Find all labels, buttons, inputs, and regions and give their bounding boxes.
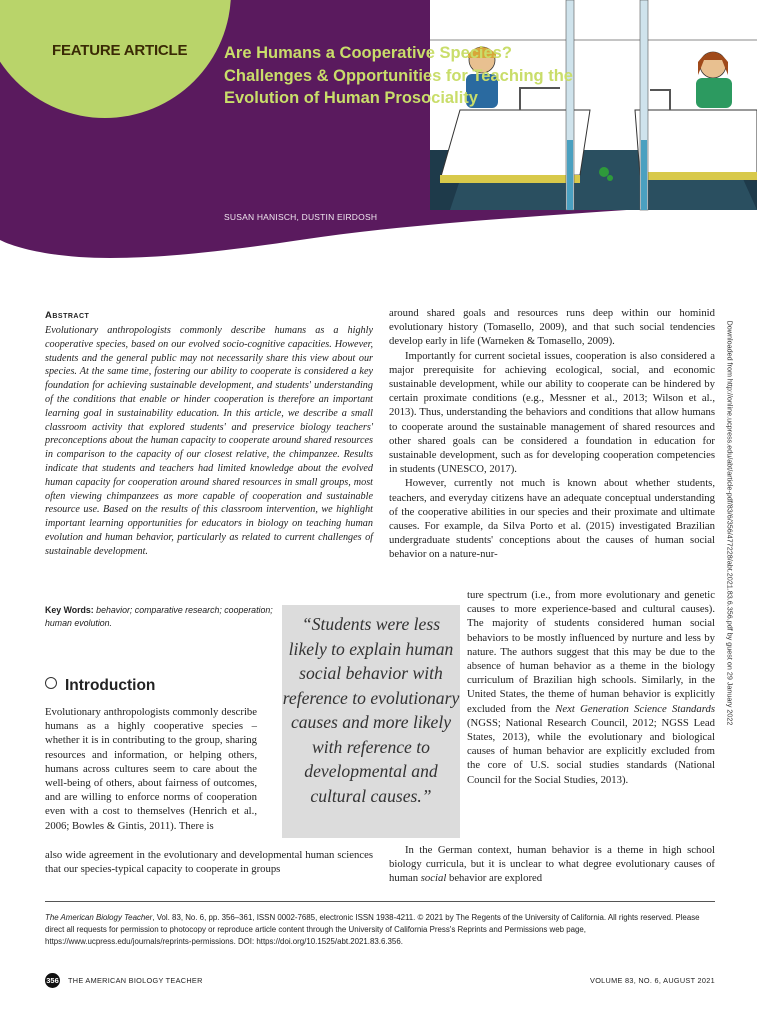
keywords: [45, 604, 275, 629]
introduction-paragraph: Evolutionary anthropologists commonly describe humans as a highly cooperative species – whether it is in contributing to the group, sharing resources and information, or helping others, humans across cultures seem to care about the well-being of others, about fairness of outcomes, and are willing to enforce norms of cooperation even with a cost to themselves (Henrich et al., 2006; Bowles & Gintis, 2011). There is: [45, 706, 257, 832]
running-footer-journal: THE AMERICAN BIOLOGY TEACHER: [68, 976, 203, 985]
journal-reference-title: The American Biology Teacher: [45, 913, 153, 922]
article-title: Are Humans a Cooperative Species? Challenges & Opportunities for Teaching the Evolution of Human Prosociality: [224, 44, 573, 107]
body-text: behavior are explored: [446, 872, 543, 885]
body-text-emphasis: Next Generation Science Standards: [555, 702, 715, 715]
right-column-wrapped: [467, 588, 715, 787]
introduction-heading-text: Introduction: [65, 677, 156, 694]
body-text-emphasis: social: [420, 872, 447, 885]
body-text: ture spectrum (i.e., from more evolutionary and genetic causes to more experience-based and cultural causes). The majority of students considered human social behaviors to be mostly influenced by nurture and less by nature. The authors suggest that this may be due to the absence of human behavior as a theme in the biology curriculum of Brazilian high schools. Similarly, in the United States, the theme of human behavior is explicitly excluded from the: [467, 589, 715, 715]
keywords-label: Key Words:: [45, 605, 94, 615]
body-paragraph: around shared goals and resources runs deep within our hominid evolutionary history (Tomasello, 2009), and that such social tendencies develop early in life (Warneken & Tomasello, 2009).: [389, 307, 715, 348]
body-text: In the German context, human behavior is a theme in high school biology curricula, but it is unclear to what degree evolutionary causes of human: [389, 844, 715, 885]
running-footer-issue: VOLUME 83, NO. 6, AUGUST 2021: [590, 976, 715, 985]
body-paragraph: However, currently not much is known about whether students, teachers, and everyday citizens have an adequate conceptual understanding of the cooperative abilities in our species and their proximate and ultimate causes. For example, da Silva Porto et al. (2015) investigated Brazilian undergraduate students' conceptions about the causes of human social behavior on a nature-nur-: [389, 477, 715, 561]
right-column-bottom: [389, 843, 715, 886]
abstract-heading: Abstract: [45, 310, 90, 321]
right-column-top: [389, 306, 715, 562]
pull-quote-text: “Students were less likely to explain human social behavior with reference to evolutionary causes and more likely with reference to developmental and cultural causes.”: [282, 614, 460, 806]
citation-text: , Vol. 83, No. 6, pp. 356–361, ISSN 0002-7685, electronic ISSN 1938-4211. © 2021 by The Regents of the University of California. All rights reserved. Please direct all requests for permission to photocopy or reproduce article content through the University of California Press's Reprints and Permissions web page, https://www.ucpress.edu/journals/reprints-permissions. DOI: https://doi.org/10.1525/abt.2021.83.6.356.: [45, 913, 700, 946]
abstract-text: Evolutionary anthropologists commonly describe humans as a highly cooperative species, based on our evolved socio-cognitive capacities. However, students and the general public may not necessarily share this view about our species. At the same time, fostering our ability to cooperate is considered a key foundation for achieving sustainable development, and students' understanding of the conditions that enable or hinder cooperation is therefore an important learning goal in sustainability education. In this article, we describe a small classroom activity that explored students' and preservice biology teachers' preconceptions about the human capacity to cooperate around shared resources in comparison to the capacity of our closest relative, the chimpanzee. Results indicate that students and teachers had limited knowledge about the evolved human capacity for cooperation around shared resources in small groups, most often viewing chimpanzees as more capable of cooperation and sustainable resource use. Based on the results of this classroom intervention, we highlight important learning opportunities for educators in biology on teaching human evolution and human behavior, particularly as related to current challenges of sustainable development.: [45, 325, 373, 557]
keywords-terms: behavior; comparative research; cooperation; human evolution.: [45, 605, 273, 628]
author-line: SUSAN HANISCH, DUSTIN EIRDOSH: [224, 212, 378, 222]
section-bullet-icon: [45, 677, 57, 689]
download-note-text: Downloaded from http://online.ucpress.edu/abt/article-pdf/83/6/356/477228/abt.2021.83.6.356.pdf by guest on 29 January 2022: [725, 320, 735, 726]
introduction-heading: [45, 677, 155, 695]
body-text: (NGSS; National Research Council, 2012; NGSS Lead States, 2013), while the evolutionary and biological causes of human behavior are explicitly excluded from the core of U.S. social studies standards (National Council for the Social Studies, 2013).: [467, 716, 715, 786]
download-note: [722, 283, 738, 763]
footer-divider: [45, 901, 715, 902]
feature-article-label: FEATURE ARTICLE: [52, 42, 188, 59]
body-paragraph: Importantly for current societal issues, cooperation is also considered a major prerequisite for achieving ecological, social, and economic sustainable development, while our ability to cooperate can be hindered by certain proximate conditions (e.g., Messner et al., 2013; Wilson et al., 2013). Thus, understanding the behaviors and conditions that allow humans to cooperate around the sustainable management of shared resources and other shared goals can be considered a foundation in education for sustainable development, such as for developing cooperation competencies in students (UNESCO, 2017).: [389, 349, 715, 476]
introduction-paragraph-continued: also wide agreement in the evolutionary and developmental human sciences that our species-typical capacity to cooperate in groups: [45, 849, 373, 876]
page-number: 356: [45, 973, 60, 988]
copyright-notice: [45, 912, 717, 948]
header-banner: [0, 0, 757, 260]
